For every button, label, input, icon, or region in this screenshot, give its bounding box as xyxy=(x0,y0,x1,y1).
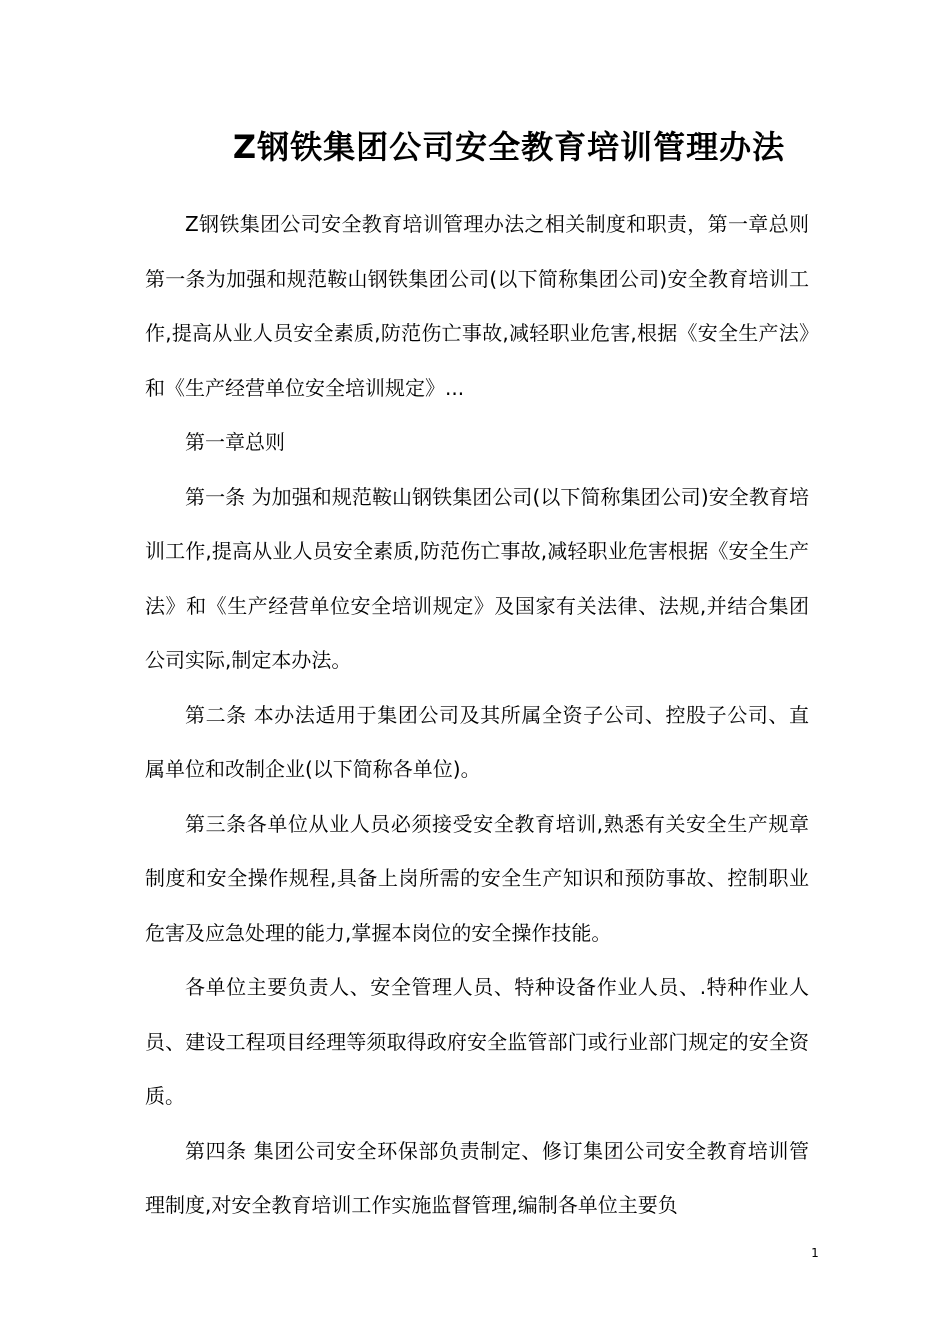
chapter-heading: 第一章总则 xyxy=(185,430,285,454)
article-4-paragraph: 第四条 集团公司安全环保部负责制定、修订集团公司安全教育培训管理制度,对安全教育培训工作实施监督管理,编制各单位主要负 xyxy=(145,1138,809,1217)
page-number: 1 xyxy=(811,1246,819,1260)
document-title: Z钢铁集团公司安全教育培训管理办法 xyxy=(232,128,786,166)
document-body xyxy=(145,197,809,1233)
qualification-paragraph: 各单位主要负责人、安全管理人员、特种设备作业人员、.特种作业人员、建设工程项目经理等须取得政府安全监管部门或行业部门规定的安全资质。 xyxy=(145,975,809,1108)
article-1-paragraph: 第一条 为加强和规范鞍山钢铁集团公司(以下简称集团公司)安全教育培训工作,提高从业人员安全素质,防范伤亡事故,减轻职业危害根据《安全生产法》和《生产经营单位安全培训规定》及国家有关法律、法规,并结合集团公司实际,制定本办法。 xyxy=(145,484,809,672)
intro-paragraph: Z钢铁集团公司安全教育培训管理办法之相关制度和职责，第一章总则第一条为加强和规范鞍山钢铁集团公司(以下简称集团公司)安全教育培训工作,提高从业人员安全素质,防范伤亡事故,减轻职业危害,根据《安全生产法》和《生产经营单位安全培训规定》... xyxy=(145,212,809,400)
article-3-paragraph: 第三条各单位从业人员必须接受安全教育培训,熟悉有关安全生产规章制度和安全操作规程,具备上岗所需的安全生产知识和预防事故、控制职业危害及应急处理的能力,掌握本岗位的安全操作技能。 xyxy=(145,811,809,945)
article-2-paragraph: 第二条 本办法适用于集团公司及其所属全资子公司、控股子公司、直属单位和改制企业(以下简称各单位)。 xyxy=(145,702,809,781)
